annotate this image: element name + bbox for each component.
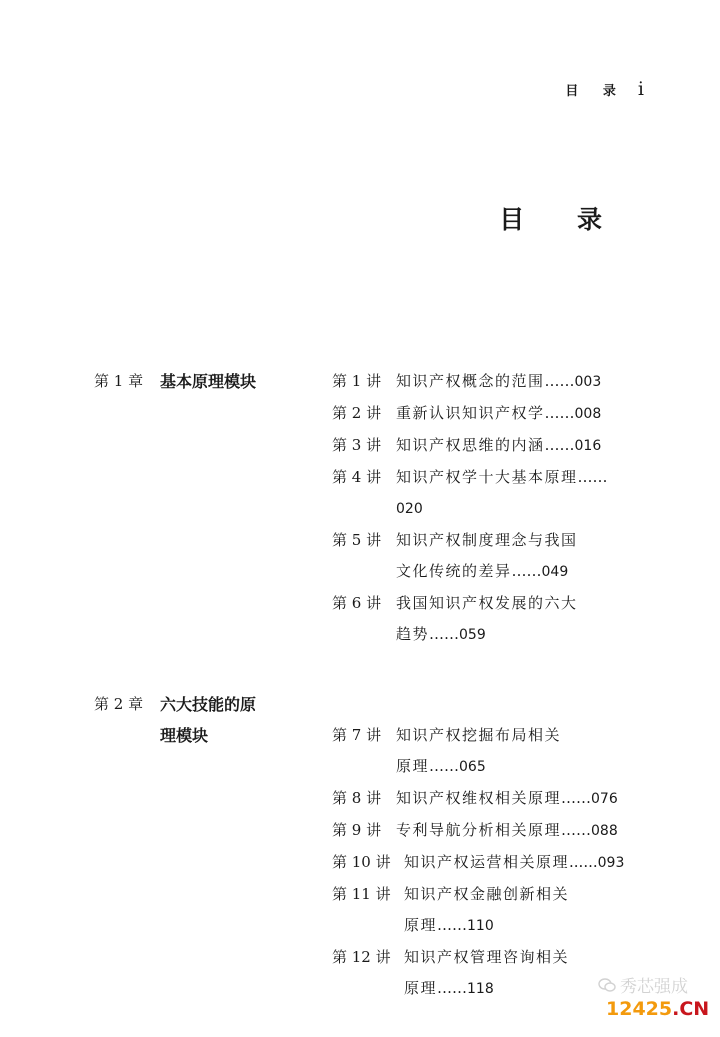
- lecture-list: [332, 689, 720, 1005]
- lecture-title-line: 原理: [396, 757, 430, 775]
- page-number: 049: [541, 564, 569, 580]
- page-number: 059: [459, 627, 486, 643]
- lecture-number: 第 1 讲: [332, 372, 382, 390]
- page-number: 093: [597, 855, 625, 871]
- lecture-list: [332, 366, 720, 651]
- lecture-number: 第 2 讲: [332, 404, 382, 422]
- page-number: 065: [459, 759, 486, 775]
- chapter-title: 六大技能的原理模块: [160, 695, 257, 745]
- toc-entry[interactable]: [332, 462, 720, 525]
- lecture-number: 第 8 讲: [332, 789, 382, 807]
- watermark-text: 秀芯强成: [620, 977, 688, 997]
- lecture-number: 第 4 讲: [332, 468, 382, 486]
- lecture-title: [396, 430, 601, 462]
- page-number: 020: [396, 501, 423, 517]
- lecture-title: [396, 783, 618, 815]
- lecture-title-line: 知识产权管理咨询相关: [404, 948, 570, 966]
- lecture-title: [396, 815, 618, 847]
- lecture-title: [404, 847, 624, 879]
- lecture-title-line: 知识产权概念的范围: [396, 372, 545, 390]
- lecture-title-line: 原理: [404, 979, 438, 997]
- toc-entry[interactable]: [332, 398, 720, 430]
- toc-entry[interactable]: [332, 588, 720, 651]
- toc-entry[interactable]: [332, 815, 720, 847]
- page-number: 003: [574, 374, 602, 390]
- leader-dots: ……: [544, 436, 575, 454]
- lecture-number: 第 10 讲: [332, 853, 391, 871]
- lecture-number: 第 11 讲: [332, 885, 391, 903]
- toc-entry[interactable]: [332, 430, 720, 462]
- page-number: 110: [467, 918, 494, 934]
- leader-dots: ……: [429, 625, 460, 643]
- leader-dots: ……: [561, 821, 592, 839]
- chapter-2: [0, 689, 720, 1005]
- leader-dots: ……: [544, 372, 575, 390]
- chapter-number: 第 2 章: [94, 695, 144, 713]
- lecture-number: 第 5 讲: [332, 531, 382, 549]
- page-number: 118: [467, 981, 494, 997]
- running-header-title: 目 录: [565, 84, 626, 99]
- table-of-contents: [0, 366, 720, 1005]
- running-header: [565, 78, 644, 100]
- lecture-title-line: 知识产权维权相关原理: [396, 789, 562, 807]
- leader-dots: ……: [437, 916, 468, 934]
- leader-dots: ……: [544, 404, 575, 422]
- page-number: 088: [591, 823, 618, 839]
- leader-dots: ……: [429, 757, 460, 775]
- lecture-title-line: 重新认识知识产权学: [396, 404, 545, 422]
- toc-entry[interactable]: [332, 720, 720, 783]
- lecture-title-line: 知识产权挖掘布局相关: [396, 726, 562, 744]
- page-number: 008: [574, 406, 602, 422]
- leader-dots: ……: [561, 789, 592, 807]
- page-number: 016: [574, 438, 602, 454]
- lecture-number: 第 12 讲: [332, 948, 391, 966]
- chapter-1: [0, 366, 720, 651]
- lecture-title: [396, 462, 626, 525]
- lecture-title: [396, 366, 601, 398]
- toc-entry[interactable]: [332, 366, 720, 398]
- lecture-number: 第 3 讲: [332, 436, 382, 454]
- running-header-page: i: [637, 78, 644, 100]
- lecture-title-line: 知识产权金融创新相关: [404, 885, 570, 903]
- lecture-title-line: 我国知识产权发展的六大: [396, 594, 578, 612]
- lecture-title-line: 专利导航分析相关原理: [396, 821, 562, 839]
- leader-dots: ……: [577, 468, 608, 486]
- lecture-title: [404, 879, 569, 942]
- lecture-title-line: 知识产权运营相关原理: [404, 853, 570, 871]
- leader-dots: ......: [569, 853, 598, 871]
- lecture-number: 第 6 讲: [332, 594, 382, 612]
- wechat-icon: [598, 978, 616, 992]
- lecture-title: [404, 942, 569, 1005]
- watermark: [598, 972, 688, 997]
- page-number: 076: [591, 791, 618, 807]
- lecture-title: [396, 525, 578, 588]
- lecture-title: [396, 588, 578, 651]
- chapter-title: 基本原理模块: [160, 372, 257, 391]
- toc-entry[interactable]: [332, 847, 720, 879]
- site-logo-domain: .CN: [672, 998, 710, 1020]
- lecture-title-line: 原理: [404, 916, 438, 934]
- site-logo-number: 12425: [606, 998, 673, 1020]
- toc-entry[interactable]: [332, 879, 720, 942]
- site-logo: [606, 998, 709, 1020]
- lecture-title-line: 趋势: [396, 625, 430, 643]
- lecture-title-line: 知识产权思维的内涵: [396, 436, 545, 454]
- lecture-number: 第 7 讲: [332, 726, 382, 744]
- lecture-title-line: 知识产权制度理念与我国: [396, 531, 578, 549]
- leader-dots: ……: [511, 562, 542, 580]
- lecture-title: [396, 720, 561, 783]
- page-title: 目 录: [499, 205, 624, 234]
- lecture-title: [396, 398, 601, 430]
- leader-dots: ……: [437, 979, 468, 997]
- lecture-title-line: 文化传统的差异: [396, 562, 512, 580]
- lecture-number: 第 9 讲: [332, 821, 382, 839]
- toc-entry[interactable]: [332, 783, 720, 815]
- chapter-number: 第 1 章: [94, 372, 144, 390]
- lecture-title-line: 知识产权学十大基本原理: [396, 468, 578, 486]
- toc-entry[interactable]: [332, 525, 720, 588]
